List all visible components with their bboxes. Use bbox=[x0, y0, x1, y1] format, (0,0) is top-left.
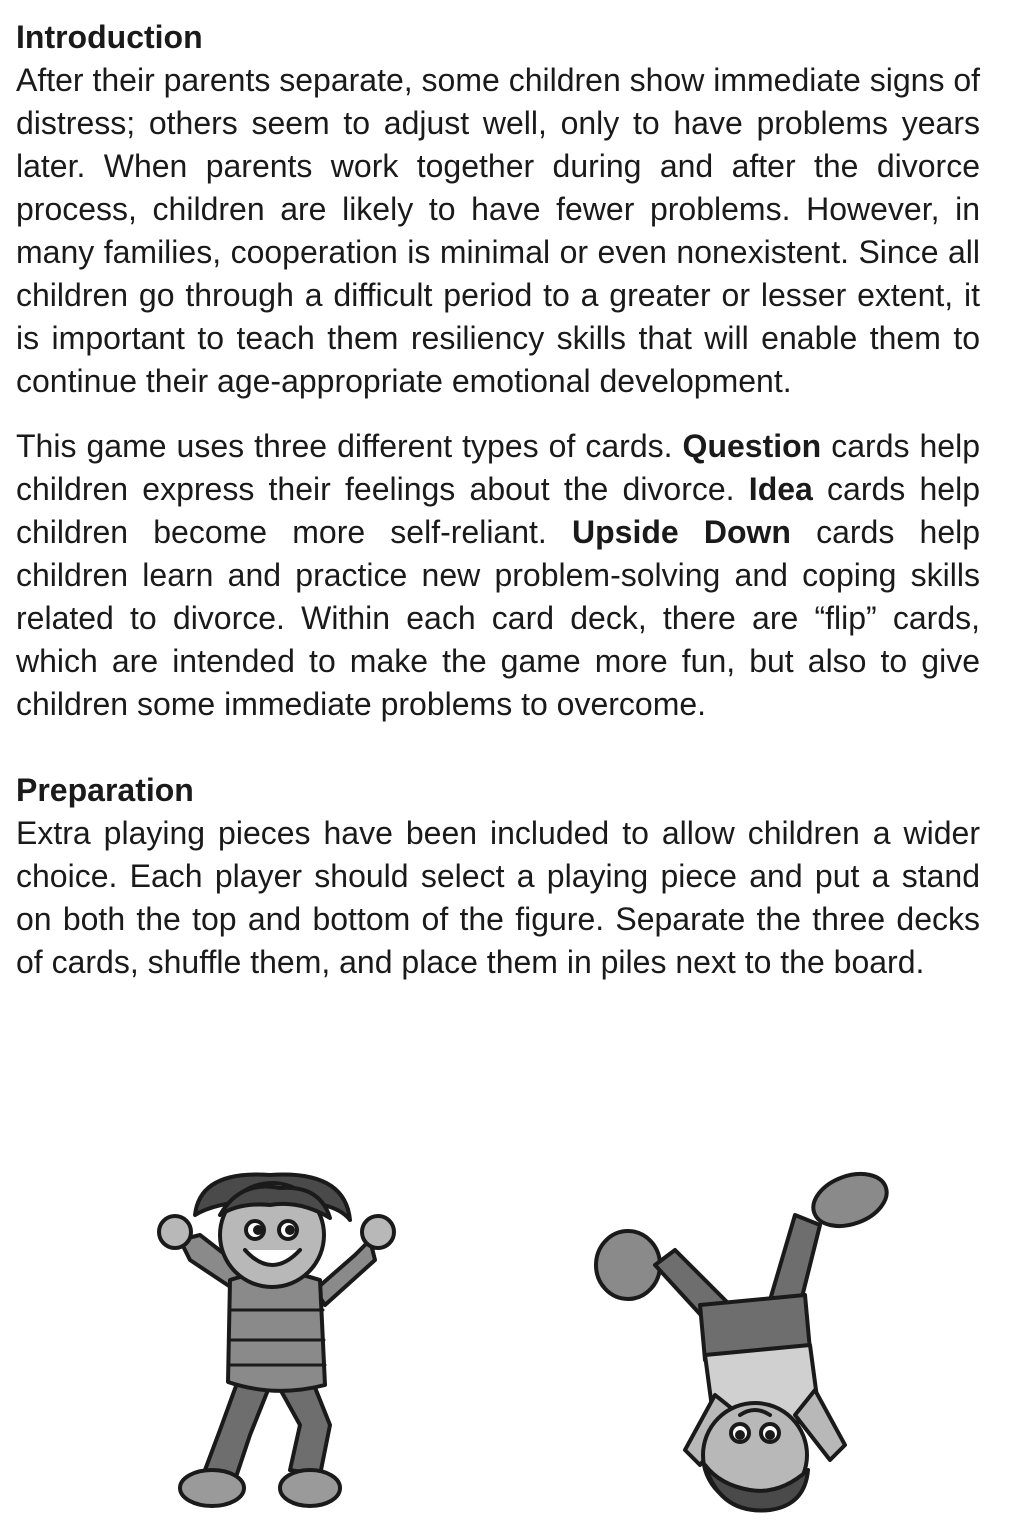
introduction-heading: Introduction bbox=[16, 19, 203, 55]
upside-down-term: Upside Down bbox=[571, 514, 791, 550]
text-column bbox=[16, 16, 980, 984]
preparation-paragraph: Extra playing pieces have been included to allow children a wider choice. Each player should select a playing piece and put a stand on both the top and bottom of the figure. Separate the three decks of cards, shuffle them, and place them in piles next to the board. bbox=[16, 815, 980, 980]
card-types-paragraph: This game uses three different types of cards. Question cards help children express their feelings about the divorce. Idea cards help children become more self-reliant. Upside Down cards help children learn and practice new problem-solving and coping skills related to divorce. Within each card deck, there are “flip” cards, which are intended to make the game more fun, but also to give children some immediate problems to overcome. bbox=[16, 428, 981, 722]
preparation-heading: Preparation bbox=[16, 772, 194, 808]
introduction-paragraph: After their parents separate, some children show immediate signs of distress; others seem to adjust well, only to have problems years later. When parents work together during and after the divorce process, children are likely to have fewer problems. However, in many families, cooperation is minimal or even nonexistent. Since all children go through a difficult period to a greater or lesser extent, it is important to teach them resiliency skills that will enable them to continue their age-appropriate emotional development. bbox=[16, 62, 981, 399]
jumping-girl-illustration bbox=[150, 1170, 400, 1515]
idea-term: Idea bbox=[748, 471, 813, 507]
upside-down-boy-illustration bbox=[580, 1165, 900, 1520]
question-term: Question bbox=[682, 428, 822, 464]
